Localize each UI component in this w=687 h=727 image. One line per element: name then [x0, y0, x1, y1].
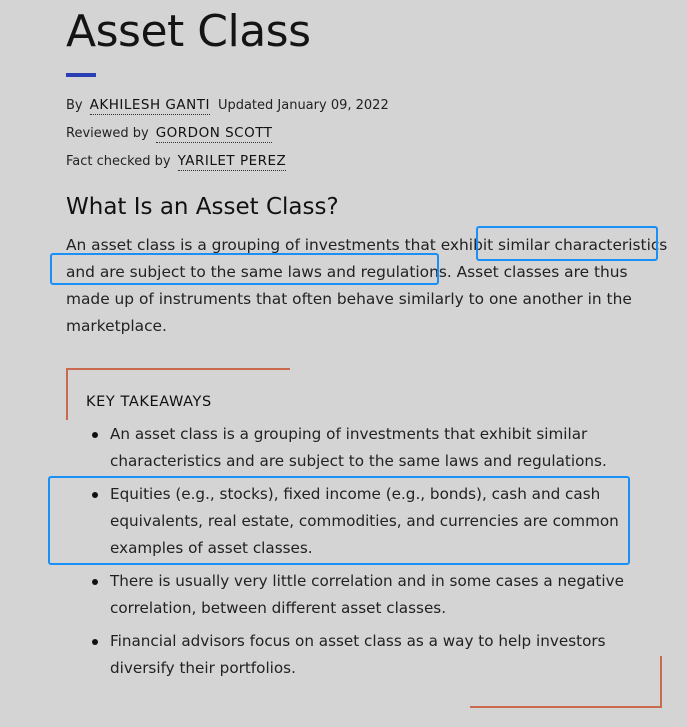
takeaway-item: An asset class is a grouping of investments that exhibit similar characteristics and are subject to the same laws and regulations. [90, 421, 630, 475]
takeaway-item: Equities (e.g., stocks), fixed income (e.g., bonds), cash and cash equivalents, real estate, commodities, and currencies are common examples of asset classes. [90, 481, 630, 562]
highlight-box-intro-line2 [50, 253, 439, 285]
highlight-box-takeaway-2 [48, 476, 630, 565]
highlight-box-intro-line1 [476, 226, 658, 261]
key-takeaways-heading: KEY TAKEAWAYS [86, 394, 212, 410]
takeaways-frame-bottom-right [470, 656, 662, 708]
intro-text-before: An asset class is a grouping of investments that exhibit [66, 236, 499, 254]
page-title: Asset Class [66, 6, 311, 57]
fact-checked-label: Fact checked by [66, 154, 171, 169]
reviewer-link[interactable]: GORDON SCOTT [155, 125, 273, 141]
section-heading: What Is an Asset Class? [66, 194, 339, 220]
intro-text-after: . Asset classes are thus made up of instruments that often behave similarly to one another in the marketplace. [66, 263, 632, 335]
byline-factcheck-row [66, 153, 286, 171]
by-label: By [66, 98, 83, 113]
takeaway-item: There is usually very little correlation and in some cases a negative correlation, between different asset classes. [90, 568, 630, 622]
author-link[interactable]: AKHILESH GANTI [89, 97, 210, 113]
takeaway-item: Financial advisors focus on asset class as a way to help investors diversify their portfolios. [90, 628, 630, 682]
intro-highlight-text: similar characteristics and are subject to the same laws and regulations [66, 236, 668, 281]
byline-author-row [66, 97, 389, 115]
reviewed-by-label: Reviewed by [66, 126, 149, 141]
updated-date: Updated January 09, 2022 [217, 98, 389, 113]
byline-reviewer-row [66, 125, 272, 143]
title-accent-bar [66, 73, 96, 77]
fact-checker-link[interactable]: YARILET PEREZ [177, 153, 287, 169]
